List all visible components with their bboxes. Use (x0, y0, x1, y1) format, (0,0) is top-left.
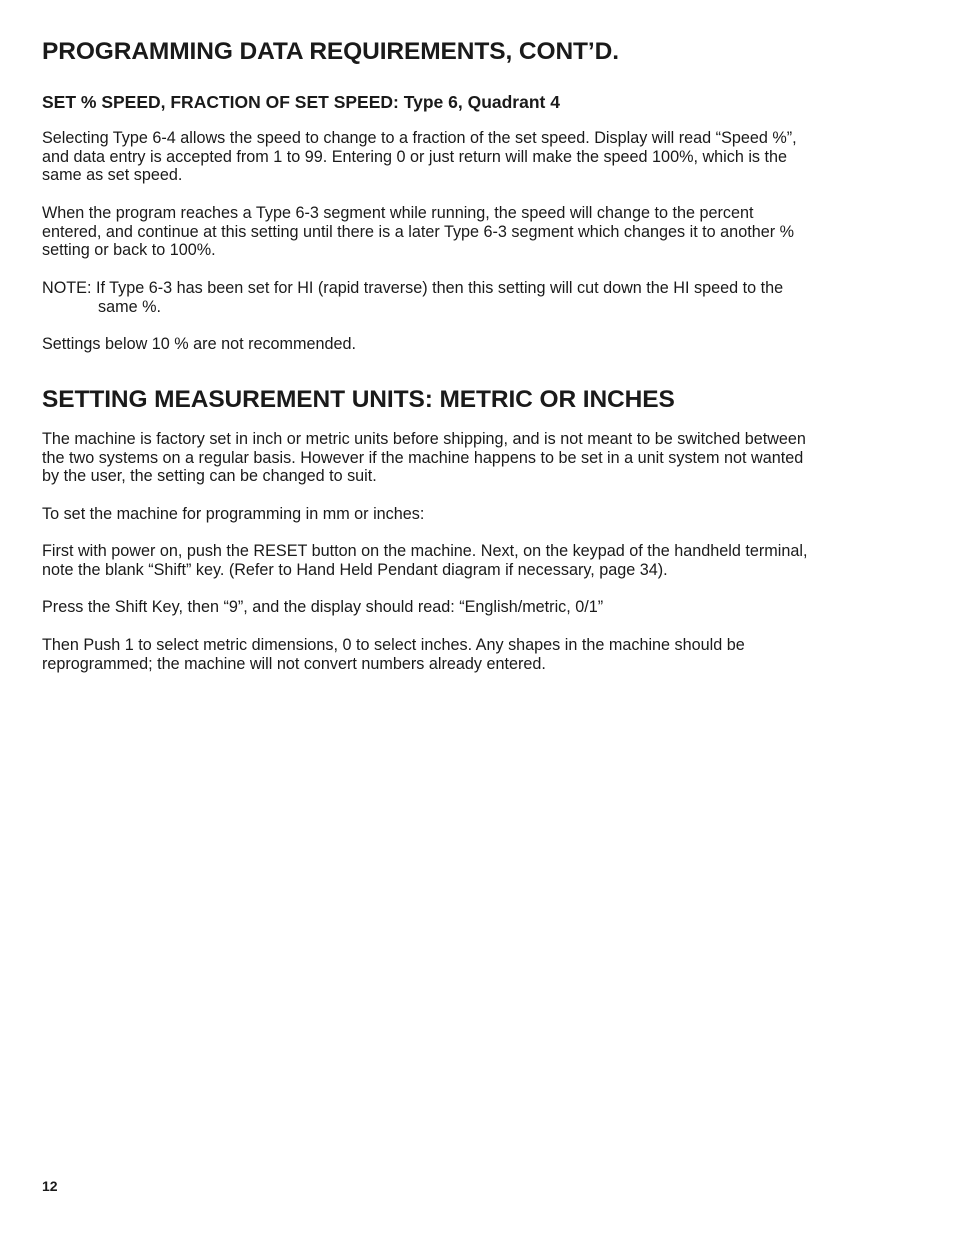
text-line: Selecting Type 6-4 allows the speed to change to a fraction of the set speed. Display will read “Speed %”, (42, 129, 797, 147)
text-line: The machine is factory set in inch or metric units before shipping, and is not meant to be switched between (42, 430, 806, 448)
text-line: reprogrammed; the machine will not convert numbers already entered. (42, 654, 546, 673)
paragraph-recommendation: Settings below 10 % are not recommended. (42, 335, 357, 353)
page-number: 12 (42, 1178, 58, 1194)
page-title: PROGRAMMING DATA REQUIREMENTS, CONT’D. (42, 38, 619, 65)
paragraph-type-6-3 (42, 204, 872, 260)
paragraph-intro-steps: To set the machine for programming in mm or inches: (42, 505, 425, 523)
text-line: entered, and continue at this setting until there is a later Type 6-3 segment which changes it to another % (42, 222, 794, 241)
text-line: NOTE: If Type 6-3 has been set for HI (rapid traverse) then this setting will cut down the HI speed to the (42, 279, 784, 297)
paragraph-type-6-4 (42, 129, 872, 185)
text-line: note the blank “Shift” key. (Refer to Hand Held Pendant diagram if necessary, page 34). (42, 560, 668, 579)
note-paragraph (42, 279, 872, 316)
paragraph-select-units-step (42, 636, 872, 673)
section-heading-set-speed: SET % SPEED, FRACTION OF SET SPEED: Type 6, Quadrant 4 (42, 92, 560, 112)
text-line: and data entry is accepted from 1 to 99. Entering 0 or just return will make the speed 100%, which is the (42, 147, 788, 166)
section-heading-measurement-units: SETTING MEASUREMENT UNITS: METRIC OR INCHES (42, 386, 675, 413)
text-line: When the program reaches a Type 6-3 segment while running, the speed will change to the percent (42, 204, 754, 222)
paragraph-factory-setting (42, 430, 872, 486)
text-line: Then Push 1 to select metric dimensions, 0 to select inches. Any shapes in the machine should be (42, 636, 745, 654)
text-line: the two systems on a regular basis. However if the machine happens to be set in a unit system not wanted (42, 448, 804, 467)
paragraph-reset-step (42, 542, 872, 579)
paragraph-shift-key-step: Press the Shift Key, then “9”, and the display should read: “English/metric, 0/1” (42, 598, 604, 616)
text-line: setting or back to 100%. (42, 241, 216, 260)
text-line: First with power on, push the RESET button on the machine. Next, on the keypad of the handheld terminal, (42, 542, 808, 560)
text-line: same as set speed. (42, 166, 183, 185)
text-line: same %. (98, 297, 161, 316)
text-line: by the user, the setting can be changed to suit. (42, 467, 377, 486)
